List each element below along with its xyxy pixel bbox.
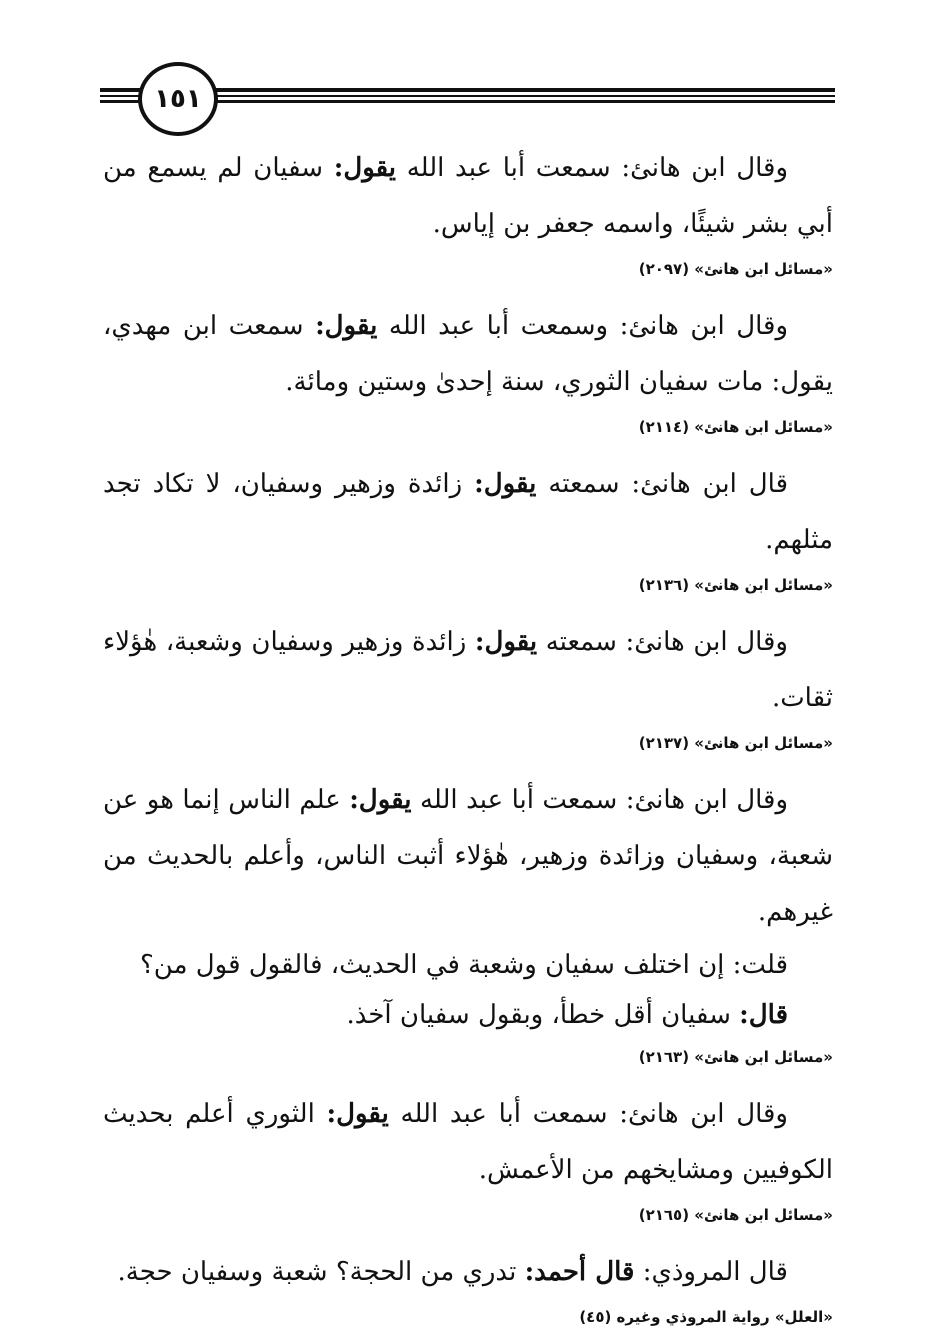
bold-text: يقول: <box>315 311 378 341</box>
paragraph <box>103 614 833 726</box>
source-citation: «مسائل ابن هانئ» (٢٠٩٧) <box>638 260 833 278</box>
bold-text: يقول: <box>474 627 538 657</box>
page-body <box>103 140 833 1334</box>
text-run: قال ابن هانئ: سمعته <box>536 469 788 499</box>
text-run: علم الناس إنما هو عن شعبة، وسفيان وزائدة وزهير، هٰؤلاء أثبت الناس، وأعلم بالحديث من غيرهم. <box>103 785 833 927</box>
text-run: وقال ابن هانئ: سمعت أبا عبد الله <box>388 1099 788 1129</box>
source-citation: «مسائل ابن هانئ» (٢١٣٧) <box>638 734 833 752</box>
bold-text: يقول: <box>326 1099 389 1129</box>
source-citation: «مسائل ابن هانئ» (٢١٦٥) <box>638 1206 833 1224</box>
bold-text: قال: <box>739 1000 788 1030</box>
text-run: تدري من الحجة؟ شعبة وسفيان حجة. <box>117 1257 525 1287</box>
bold-text: قال أحمد: <box>524 1257 635 1287</box>
text-run: وقال ابن هانئ: سمعت أبا عبد الله <box>396 153 789 183</box>
paragraph <box>103 1244 833 1300</box>
source-citation: «مسائل ابن هانئ» (٢١٣٦) <box>638 576 833 594</box>
paragraph <box>103 298 833 410</box>
paragraph <box>103 456 833 568</box>
text-run: سمعت ابن مهدي، يقول: مات سفيان الثوري، سنة إحدىٰ وستين ومائة. <box>103 311 833 397</box>
text-run: الثوري أعلم بحديث الكوفيين ومشايخهم من الأعمش. <box>103 1099 833 1185</box>
page-number: ١٥١ <box>138 62 218 136</box>
text-run: وقال ابن هانئ: وسمعت أبا عبد الله <box>377 311 788 341</box>
source-citation: «مسائل ابن هانئ» (٢١٦٣) <box>638 1048 833 1066</box>
answer-line <box>103 990 833 1040</box>
text-run: وقال ابن هانئ: سمعت أبا عبد الله <box>411 785 788 815</box>
paragraph <box>103 1086 833 1198</box>
source-citation: «مسائل ابن هانئ» (٢١١٤) <box>638 418 833 436</box>
bold-text: يقول: <box>349 785 412 815</box>
source-citation: «العلل» رواية المروذي وغيره (٤٥) <box>579 1308 833 1326</box>
text-run: زائدة وزهير وسفيان، لا تكاد تجد مثلهم. <box>103 469 833 555</box>
text-run: سفيان لم يسمع من أبي بشر شيئًا، واسمه جعفر بن إياس. <box>103 153 833 239</box>
text-run: قال المروذي: <box>634 1257 788 1287</box>
text-run: سفيان أقل خطأ، وبقول سفيان آخذ. <box>346 1000 740 1030</box>
question-line: قلت: إن اختلف سفيان وشعبة في الحديث، فالقول قول من؟ <box>139 950 788 980</box>
bold-text: يقول: <box>333 153 397 183</box>
bold-text: يقول: <box>474 469 537 499</box>
text-run: زائدة وزهير وسفيان وشعبة، هٰؤلاء ثقات. <box>103 627 833 713</box>
paragraph <box>103 140 833 252</box>
paragraph <box>103 772 833 940</box>
page-header <box>100 60 835 130</box>
text-run: وقال ابن هانئ: سمعته <box>537 627 788 657</box>
